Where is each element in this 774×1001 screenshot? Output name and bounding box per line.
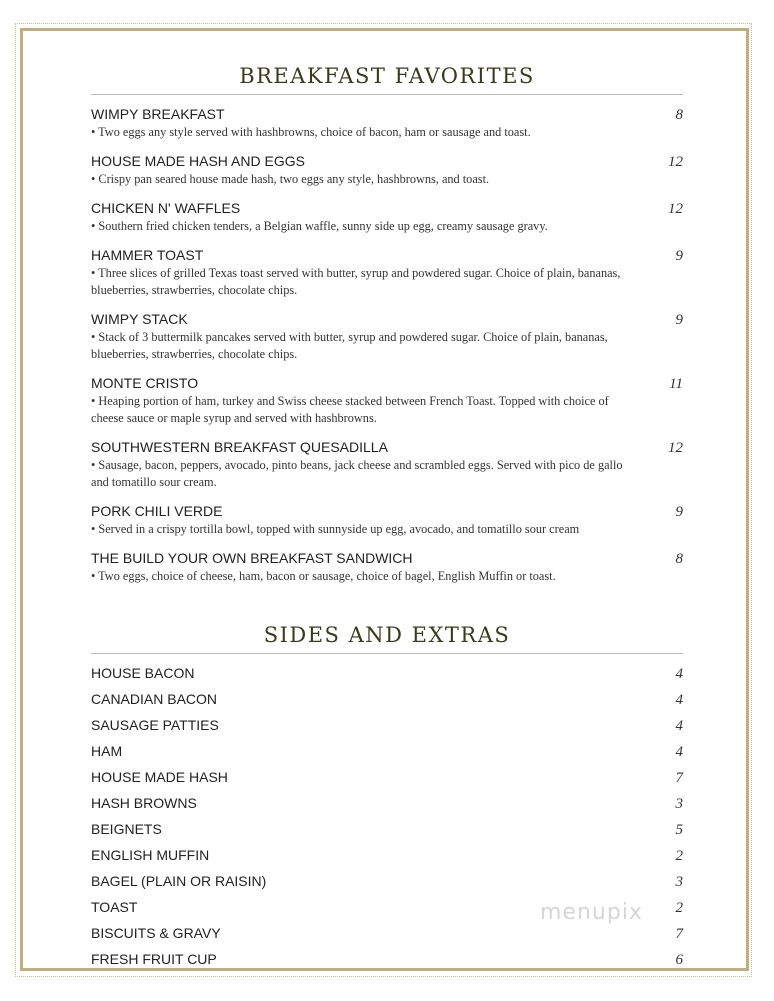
menu-item-description: • Sausage, bacon, peppers, avocado, pinto beans, jack cheese and scrambled eggs. Served with pico de gallo and tomatillo sour cream. <box>91 458 623 489</box>
menu-item-name: PORK CHILI VERDE <box>91 503 223 519</box>
side-item <box>91 820 683 846</box>
menu-item-description: • Crispy pan seared house made hash, two eggs any style, hashbrowns, and toast. <box>91 172 490 186</box>
side-item <box>91 872 683 898</box>
menu-item-header <box>91 246 683 265</box>
side-item-price: 3 <box>675 874 683 890</box>
menu-item-price: 9 <box>675 312 683 328</box>
menu-item-name: CHICKEN N' WAFFLES <box>91 200 241 216</box>
menu-item-description: • Two eggs, choice of cheese, ham, bacon or sausage, choice of bagel, English Muffin or toast. <box>91 569 556 583</box>
menu-item-description: • Two eggs any style served with hashbrowns, choice of bacon, ham or sausage and toast. <box>91 125 531 139</box>
side-item-price: 7 <box>675 770 683 786</box>
side-item-price: 4 <box>675 666 683 682</box>
menu-item-name: THE BUILD YOUR OWN BREAKFAST SANDWICH <box>91 550 413 566</box>
menu-content <box>91 62 683 976</box>
menu-item <box>91 438 683 491</box>
side-item-name: BAGEL (PLAIN OR RAISIN) <box>91 873 267 889</box>
side-item-name: CANADIAN BACON <box>91 691 218 707</box>
menu-item <box>91 374 683 427</box>
side-item-price: 7 <box>675 926 683 942</box>
menu-item-name: HAMMER TOAST <box>91 247 204 263</box>
side-item-price: 4 <box>675 718 683 734</box>
menu-item-header <box>91 310 683 329</box>
menu-item <box>91 199 683 235</box>
menu-item-price: 12 <box>668 201 683 217</box>
breakfast-list <box>91 105 683 585</box>
menu-item-header <box>91 374 683 393</box>
menu-item <box>91 310 683 363</box>
side-item <box>91 716 683 742</box>
menu-item-description: • Stack of 3 buttermilk pancakes served with butter, syrup and powdered sugar. Choice of plain, bananas, blueberries, strawberries, chocolate chips. <box>91 330 608 361</box>
menu-item-description: • Southern fried chicken tenders, a Belgian waffle, sunny side up egg, creamy sausage gravy. <box>91 219 548 233</box>
side-item-name: BEIGNETS <box>91 821 162 837</box>
menu-item <box>91 246 683 299</box>
menu-item-name: WIMPY STACK <box>91 311 188 327</box>
side-item <box>91 690 683 716</box>
menu-item <box>91 549 683 585</box>
menu-item-description: • Served in a crispy tortilla bowl, topped with sunnyside up egg, avocado, and tomatillo sour cream <box>91 522 580 536</box>
side-item-name: HOUSE MADE HASH <box>91 769 228 785</box>
menu-item-price: 8 <box>675 107 683 123</box>
menu-item-price: 12 <box>668 154 683 170</box>
menu-item-header <box>91 152 683 171</box>
side-item <box>91 768 683 794</box>
menu-item <box>91 152 683 188</box>
heading-divider <box>91 94 683 95</box>
menu-item <box>91 105 683 141</box>
menu-item <box>91 502 683 538</box>
side-item-name: HAM <box>91 743 123 759</box>
side-item-price: 6 <box>675 952 683 968</box>
side-item <box>91 846 683 872</box>
menu-item-header <box>91 438 683 457</box>
side-item <box>91 924 683 950</box>
menu-item-price: 11 <box>669 376 683 392</box>
watermark: menupix <box>540 900 643 925</box>
side-item <box>91 898 683 924</box>
side-item-name: HASH BROWNS <box>91 795 197 811</box>
side-item <box>91 742 683 768</box>
menu-item-description: • Heaping portion of ham, turkey and Swiss cheese stacked between French Toast. Topped with choice of cheese sauce or maple syrup and served with hashbrowns. <box>91 394 609 425</box>
menu-item-header <box>91 105 683 124</box>
menu-item-header <box>91 549 683 568</box>
side-item <box>91 950 683 976</box>
menu-item-name: SOUTHWESTERN BREAKFAST QUESADILLA <box>91 439 388 455</box>
menu-item-name: MONTE CRISTO <box>91 375 199 391</box>
sides-section <box>91 621 683 976</box>
side-item-name: TOAST <box>91 899 138 915</box>
menu-item-price: 8 <box>675 551 683 567</box>
side-item-name: SAUSAGE PATTIES <box>91 717 219 733</box>
menu-item-description: • Three slices of grilled Texas toast served with butter, syrup and powdered sugar. Choice of plain, bananas, blueberries, strawberries, chocolate chips. <box>91 266 621 297</box>
side-item-name: HOUSE BACON <box>91 665 195 681</box>
side-item-price: 3 <box>675 796 683 812</box>
menu-item-name: WIMPY BREAKFAST <box>91 106 225 122</box>
side-item <box>91 794 683 820</box>
heading-divider <box>91 653 683 654</box>
side-item-price: 4 <box>675 744 683 760</box>
menu-item-header <box>91 199 683 218</box>
breakfast-heading: BREAKFAST FAVORITES <box>239 64 535 88</box>
sides-list <box>91 664 683 976</box>
side-item-name: ENGLISH MUFFIN <box>91 847 210 863</box>
menu-item-header <box>91 502 683 521</box>
side-item <box>91 664 683 690</box>
side-item-name: FRESH FRUIT CUP <box>91 951 217 967</box>
side-item-price: 4 <box>675 692 683 708</box>
side-item-price: 2 <box>675 900 683 916</box>
menu-item-price: 12 <box>668 440 683 456</box>
side-item-name: BISCUITS & GRAVY <box>91 925 221 941</box>
menu-item-price: 9 <box>675 248 683 264</box>
side-item-price: 2 <box>675 848 683 864</box>
side-item-price: 5 <box>675 822 683 838</box>
menu-item-name: HOUSE MADE HASH AND EGGS <box>91 153 305 169</box>
sides-heading: SIDES AND EXTRAS <box>263 623 511 647</box>
menu-item-price: 9 <box>675 504 683 520</box>
